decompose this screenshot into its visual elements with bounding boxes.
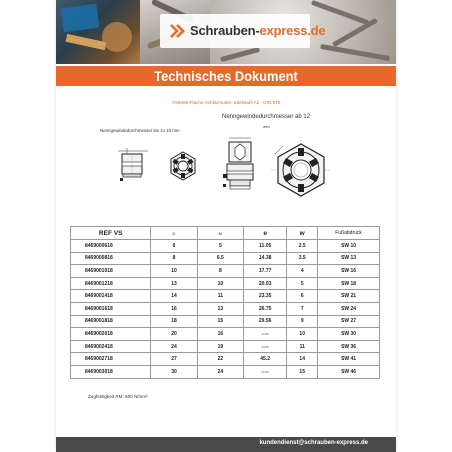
- large-nut-top-view: [271, 140, 331, 200]
- large-nut-side-view: [221, 136, 257, 198]
- cell-footprint: SW 10: [318, 240, 380, 253]
- cell-m: 15: [197, 315, 243, 328]
- cell-e: 20.03: [244, 277, 287, 290]
- cell-footprint: SW 13: [318, 252, 380, 265]
- cell-footprint: SW 18: [318, 277, 380, 290]
- dimensions-table: [70, 226, 380, 379]
- column-header-d: D: [151, 227, 197, 240]
- cell-d: 10: [151, 265, 197, 278]
- cell-m: 11: [197, 290, 243, 303]
- cell-e: 50.85: [244, 365, 287, 378]
- cell-ref: 8469001018: [71, 265, 151, 278]
- cell-e: 17.77: [244, 265, 287, 278]
- cell-e: 29.56: [244, 315, 287, 328]
- cell-ref: 8469000818: [71, 252, 151, 265]
- cell-m: 13: [197, 302, 243, 315]
- cell-footprint: SW 16: [318, 265, 380, 278]
- cell-d: 8: [151, 252, 197, 265]
- cell-m: 6.5: [197, 252, 243, 265]
- cell-m: 10: [197, 277, 243, 290]
- table-row: [71, 290, 380, 303]
- cell-d: 14: [151, 290, 197, 303]
- cell-w: 3.5: [287, 252, 318, 265]
- cell-w: 6: [287, 290, 318, 303]
- cell-ref: 8469001418: [71, 290, 151, 303]
- table-row: [71, 315, 380, 328]
- cell-e: 23.35: [244, 290, 287, 303]
- small-nut-side-view: [118, 148, 148, 184]
- cell-ref: 8469002418: [71, 340, 151, 353]
- cell-m: 8: [197, 265, 243, 278]
- cell-footprint: SW 46: [318, 365, 380, 378]
- cell-ref: 8469000618: [71, 240, 151, 253]
- table-row: [71, 353, 380, 366]
- table-row: [71, 328, 380, 341]
- cell-e: 39.55: [244, 340, 287, 353]
- document-page: [56, 0, 396, 452]
- cell-d: 30: [151, 365, 197, 378]
- cell-ref: 8469001818: [71, 315, 151, 328]
- cell-footprint: SW 24: [318, 302, 380, 315]
- table-row: [71, 240, 380, 253]
- cell-d: 18: [151, 315, 197, 328]
- cell-w: 2.5: [287, 240, 318, 253]
- cell-d: 16: [151, 302, 197, 315]
- cell-w: 4: [287, 265, 318, 278]
- cell-d: 27: [151, 353, 197, 366]
- footer-email-link[interactable]: kundendienst@schrauben-express.de: [259, 440, 368, 446]
- table-row: [71, 365, 380, 378]
- cell-footprint: SW 36: [318, 340, 380, 353]
- cell-w: 9: [287, 315, 318, 328]
- product-subtitle: VS8469-Flache Schlitzmutter, Edelstahl A2 - DIN 979: [171, 100, 281, 105]
- cell-footprint: SW 41: [318, 353, 380, 366]
- cell-w: 7: [287, 302, 318, 315]
- cell-d: 20: [151, 328, 197, 341]
- cell-e: 45.2: [244, 353, 287, 366]
- cell-w: 10: [287, 328, 318, 341]
- tensile-strength-note: Zugfestigkeit RM: 500 N/mm²: [88, 394, 148, 399]
- cell-w: 5: [287, 277, 318, 290]
- small-drawing-label: Nenngewindedurchmesser bis zu 10 mm: [100, 128, 180, 133]
- cell-footprint: SW 27: [318, 315, 380, 328]
- cell-m: 19: [197, 340, 243, 353]
- logo-text: Schrauben-express.de: [190, 23, 326, 38]
- table-row: [71, 252, 380, 265]
- cell-m: 24: [197, 365, 243, 378]
- cell-e: 14.38: [244, 252, 287, 265]
- column-header-w: w: [287, 227, 318, 240]
- cell-footprint: SW 21: [318, 290, 380, 303]
- cell-d: 13: [151, 277, 197, 290]
- brand-logo[interactable]: [160, 14, 326, 48]
- cell-w: 11: [287, 340, 318, 353]
- tools-photo: [56, 0, 140, 64]
- cell-w: 14: [287, 353, 318, 366]
- large-drawing-unit: mm: [263, 124, 270, 129]
- cell-ref: 8469001618: [71, 302, 151, 315]
- column-header-ref: REF VS: [71, 227, 151, 240]
- column-header-e: e: [244, 227, 287, 240]
- small-nut-top-view: [168, 151, 198, 181]
- column-header-m: M: [197, 227, 243, 240]
- cell-m: 22: [197, 353, 243, 366]
- cell-d: 24: [151, 340, 197, 353]
- large-drawing-label: Nenngewindedurchmesser ab 12: [222, 114, 311, 120]
- cell-w: 15: [287, 365, 318, 378]
- cell-e: 26.75: [244, 302, 287, 315]
- cell-ref: 8469001218: [71, 277, 151, 290]
- cell-footprint: SW 30: [318, 328, 380, 341]
- table-row: [71, 302, 380, 315]
- table-row: [71, 277, 380, 290]
- cell-m: 5: [197, 240, 243, 253]
- table-row: [71, 265, 380, 278]
- table-row: [71, 340, 380, 353]
- cell-m: 16: [197, 328, 243, 341]
- cell-d: 6: [151, 240, 197, 253]
- table-header-row: [71, 227, 380, 240]
- cell-e: 11.05: [244, 240, 287, 253]
- cell-ref: 8469002018: [71, 328, 151, 341]
- cell-ref: 8469002718: [71, 353, 151, 366]
- cell-ref: 8469003018: [71, 365, 151, 378]
- column-header-footprint: Fußabdruck: [318, 227, 380, 240]
- cell-e: 32.95: [244, 328, 287, 341]
- header-photo-banner: [56, 0, 396, 64]
- logo-icon: [168, 22, 186, 40]
- document-title: Technisches Dokument: [154, 68, 298, 84]
